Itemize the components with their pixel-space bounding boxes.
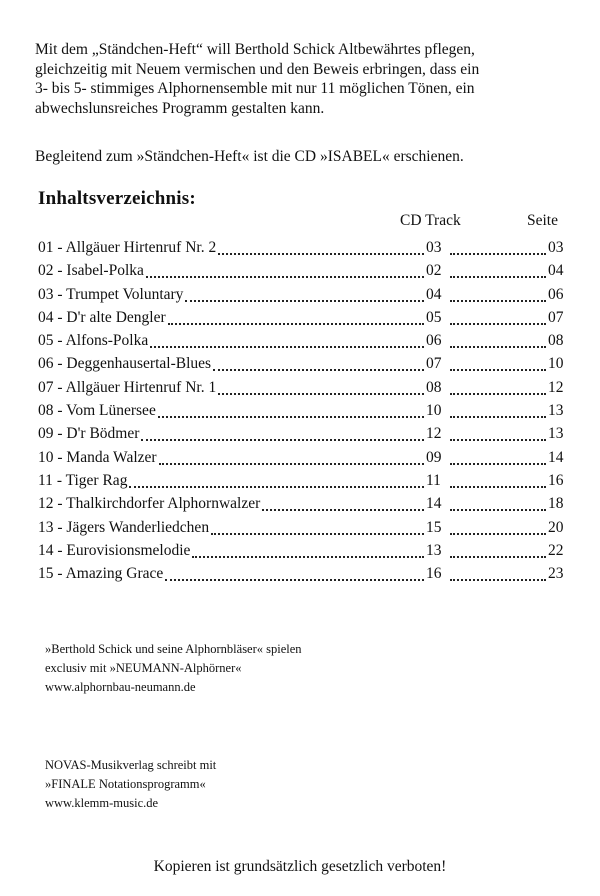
toc-entry-page: 14 — [548, 448, 564, 466]
toc-entry-separator: - — [53, 448, 67, 466]
toc-entry-label — [38, 495, 260, 512]
toc-entry — [38, 446, 566, 469]
toc-entry-separator: - — [53, 541, 67, 559]
toc-entry-number: 06 — [38, 355, 54, 373]
intro-line: abwechslunsreiches Programm gestalten kann. — [35, 99, 325, 117]
credit-url: www.klemm-music.de — [45, 796, 159, 810]
toc-entry-label — [38, 332, 148, 349]
toc-entry — [38, 283, 566, 306]
toc-entry — [38, 422, 566, 445]
dot-leader — [450, 529, 546, 535]
toc-entry-label — [38, 565, 163, 582]
toc-entry-title: Thalkirchdorfer Alphornwalzer — [66, 495, 261, 513]
toc-entry-track: 09 — [426, 448, 442, 466]
toc-entry — [38, 329, 566, 352]
toc-entry-number: 01 — [38, 239, 54, 256]
toc-entry-page: 08 — [548, 332, 564, 350]
toc-entry-track: 04 — [426, 285, 442, 303]
toc-entry-number: 10 — [38, 448, 54, 466]
toc-entry-page: 23 — [548, 565, 564, 583]
dot-leader — [450, 482, 546, 488]
dot-leader — [450, 575, 546, 581]
credit-novas — [45, 756, 445, 813]
dot-leader — [450, 412, 546, 418]
toc-entry-track: 14 — [426, 495, 442, 513]
toc-entry-separator: - — [53, 565, 66, 583]
toc-entry-track: 08 — [426, 378, 442, 396]
toc-entry-number: 11 — [38, 471, 53, 489]
toc-entry-title: Trumpet Voluntary — [66, 285, 184, 303]
intro-line: 3- bis 5- stimmiges Alphornensemble mit nur 11 möglichen Tönen, ein — [35, 80, 475, 97]
toc-entry-label — [38, 519, 209, 536]
toc-entry-title: Manda Walzer — [66, 448, 157, 466]
toc-entry-number: 02 — [38, 262, 54, 280]
toc-entry — [38, 562, 566, 585]
toc-heading: Inhaltsverzeichnis: — [38, 188, 196, 209]
dot-leader — [159, 459, 424, 465]
toc-entry-number: 14 — [38, 541, 54, 559]
dot-leader — [450, 296, 546, 302]
toc-entry-separator: - — [53, 402, 67, 420]
toc-entry-title: Isabel-Polka — [66, 262, 144, 280]
toc-entry — [38, 539, 566, 562]
toc-entry-track: 02 — [426, 262, 442, 280]
toc-entry-title: Allgäuer Hirtenruf Nr. 2 — [65, 239, 217, 256]
toc-entry-title: Amazing Grace — [65, 565, 164, 583]
toc-entry — [38, 516, 566, 539]
dot-leader — [262, 505, 424, 511]
toc-entry-title: D'r alte Dengler — [66, 308, 166, 326]
dot-leader — [158, 412, 424, 418]
toc-entry-page: 22 — [548, 541, 564, 559]
dot-leader — [450, 459, 546, 465]
toc-entry-title: Vom Lünersee — [66, 402, 156, 420]
toc-entry-number: 15 — [38, 565, 54, 583]
toc-entry-page: 18 — [548, 495, 564, 513]
toc-entry-separator: - — [53, 308, 67, 326]
toc-entry-track: 11 — [426, 471, 441, 489]
credit-neumann — [45, 640, 445, 697]
toc-entry-page: 03 — [548, 239, 564, 256]
toc-entry — [38, 376, 566, 399]
dot-leader — [450, 365, 546, 371]
toc-entry-number: 08 — [38, 402, 54, 420]
toc-entry-separator: - — [53, 378, 66, 396]
dot-leader — [211, 529, 424, 535]
dot-leader — [450, 272, 546, 278]
toc-entry-title: Eurovisionsmelodie — [66, 541, 191, 559]
toc-entry-separator: - — [53, 425, 67, 443]
dot-leader — [150, 342, 424, 348]
toc-entry-label — [38, 239, 216, 256]
intro-paragraph — [35, 40, 575, 118]
toc-entry-title: Deggenhausertal-Blues — [66, 355, 212, 373]
toc-entry-label — [38, 425, 139, 442]
toc-entry-separator: - — [53, 355, 67, 373]
toc-entry-track: 10 — [426, 402, 442, 420]
toc-entry-number: 12 — [38, 495, 54, 513]
credit-line: »FINALE Notationsprogramm« — [45, 777, 206, 791]
toc-entry-title: D'r Bödmer — [66, 425, 140, 443]
toc-entry-number: 03 — [38, 285, 54, 303]
toc-entry-track: 16 — [426, 565, 442, 583]
toc-entry — [38, 399, 566, 422]
toc-entry-separator: - — [53, 332, 66, 350]
credit-line: »Berthold Schick und seine Alphornbläser« spielen — [45, 642, 302, 656]
toc-entry-page: 04 — [548, 262, 564, 280]
toc-entry-separator: - — [53, 495, 67, 513]
credit-line: NOVAS-Musikverlag schreibt mit — [45, 758, 217, 772]
dot-leader — [450, 342, 546, 348]
toc-entry-track: 07 — [426, 355, 442, 373]
intro-line: Mit dem „Ständchen-Heft“ will Berthold Schick Altbewährtes pflegen, — [35, 41, 475, 58]
toc-entry-label — [38, 262, 144, 279]
toc-entry — [38, 236, 566, 259]
toc-entry — [38, 259, 566, 282]
toc-entry — [38, 492, 566, 515]
dot-leader — [450, 249, 546, 255]
copyright-notice: Kopieren ist grundsätzlich gesetzlich verboten! — [153, 858, 447, 875]
toc-entry-label — [38, 309, 166, 326]
toc-entry-page: 12 — [548, 378, 564, 396]
dot-leader — [213, 365, 424, 371]
toc-entry-title: Tiger Rag — [65, 471, 128, 489]
toc-entry-track: 15 — [426, 518, 442, 536]
toc-entry-separator: - — [53, 262, 67, 280]
toc-entry-page: 13 — [548, 402, 564, 420]
toc-entry-label — [38, 472, 127, 489]
toc-entry-page: 20 — [548, 518, 564, 536]
toc-column-page: Seite — [527, 212, 558, 229]
dot-leader — [129, 482, 424, 488]
toc-entry-track: 06 — [426, 332, 442, 350]
dot-leader — [450, 319, 546, 325]
dot-leader — [218, 249, 424, 255]
toc-entry-page: 10 — [548, 355, 564, 373]
toc-entry-title: Alfons-Polka — [65, 332, 149, 350]
toc-entry-page: 06 — [548, 285, 564, 303]
toc-entry-label — [38, 286, 183, 303]
toc-entry-page: 07 — [548, 308, 564, 326]
dot-leader — [450, 505, 546, 511]
toc-entry-number: 09 — [38, 425, 54, 443]
dot-leader — [165, 575, 424, 581]
toc-entry-title: Jägers Wanderliedchen — [66, 518, 210, 536]
toc-entry-track: 13 — [426, 541, 442, 559]
dot-leader — [141, 435, 424, 441]
toc-entry-track: 12 — [426, 425, 442, 443]
dot-leader — [192, 552, 424, 558]
toc-entry-separator: - — [52, 471, 66, 489]
toc-entry-number: 05 — [38, 332, 54, 350]
cd-note: Begleitend zum »Ständchen-Heft« ist die CD »ISABEL« erschienen. — [35, 148, 464, 165]
dot-leader — [185, 296, 424, 302]
toc-entry-separator: - — [53, 239, 66, 256]
toc-entry-number: 13 — [38, 518, 54, 536]
toc-entry-label — [38, 449, 157, 466]
toc-entry-separator: - — [53, 285, 67, 303]
dot-leader — [450, 435, 546, 441]
toc-entry — [38, 352, 566, 375]
toc-entry-track: 05 — [426, 308, 442, 326]
credit-line: exclusiv mit »NEUMANN-Alphörner« — [45, 661, 242, 675]
toc-entry — [38, 469, 566, 492]
dot-leader — [168, 319, 424, 325]
toc-entry-number: 04 — [38, 308, 54, 326]
toc-entry — [38, 306, 566, 329]
table-of-contents — [38, 236, 566, 585]
toc-entry-number: 07 — [38, 378, 54, 396]
intro-line: gleichzeitig mit Neuem vermischen und den Beweis erbringen, dass ein — [35, 60, 480, 78]
dot-leader — [450, 389, 546, 395]
toc-entry-label — [38, 355, 211, 372]
toc-entry-track: 03 — [426, 239, 442, 256]
toc-entry-title: Allgäuer Hirtenruf Nr. 1 — [65, 378, 217, 396]
dot-leader — [218, 389, 424, 395]
toc-entry-page: 13 — [548, 425, 564, 443]
credit-url: www.alphornbau-neumann.de — [45, 680, 196, 694]
toc-entry-label — [38, 402, 156, 419]
toc-entry-separator: - — [53, 518, 67, 536]
dot-leader — [146, 272, 424, 278]
toc-column-track: CD Track — [400, 212, 461, 229]
toc-entry-label — [38, 542, 190, 559]
toc-entry-label — [38, 379, 216, 396]
toc-entry-page: 16 — [548, 471, 564, 489]
dot-leader — [450, 552, 546, 558]
